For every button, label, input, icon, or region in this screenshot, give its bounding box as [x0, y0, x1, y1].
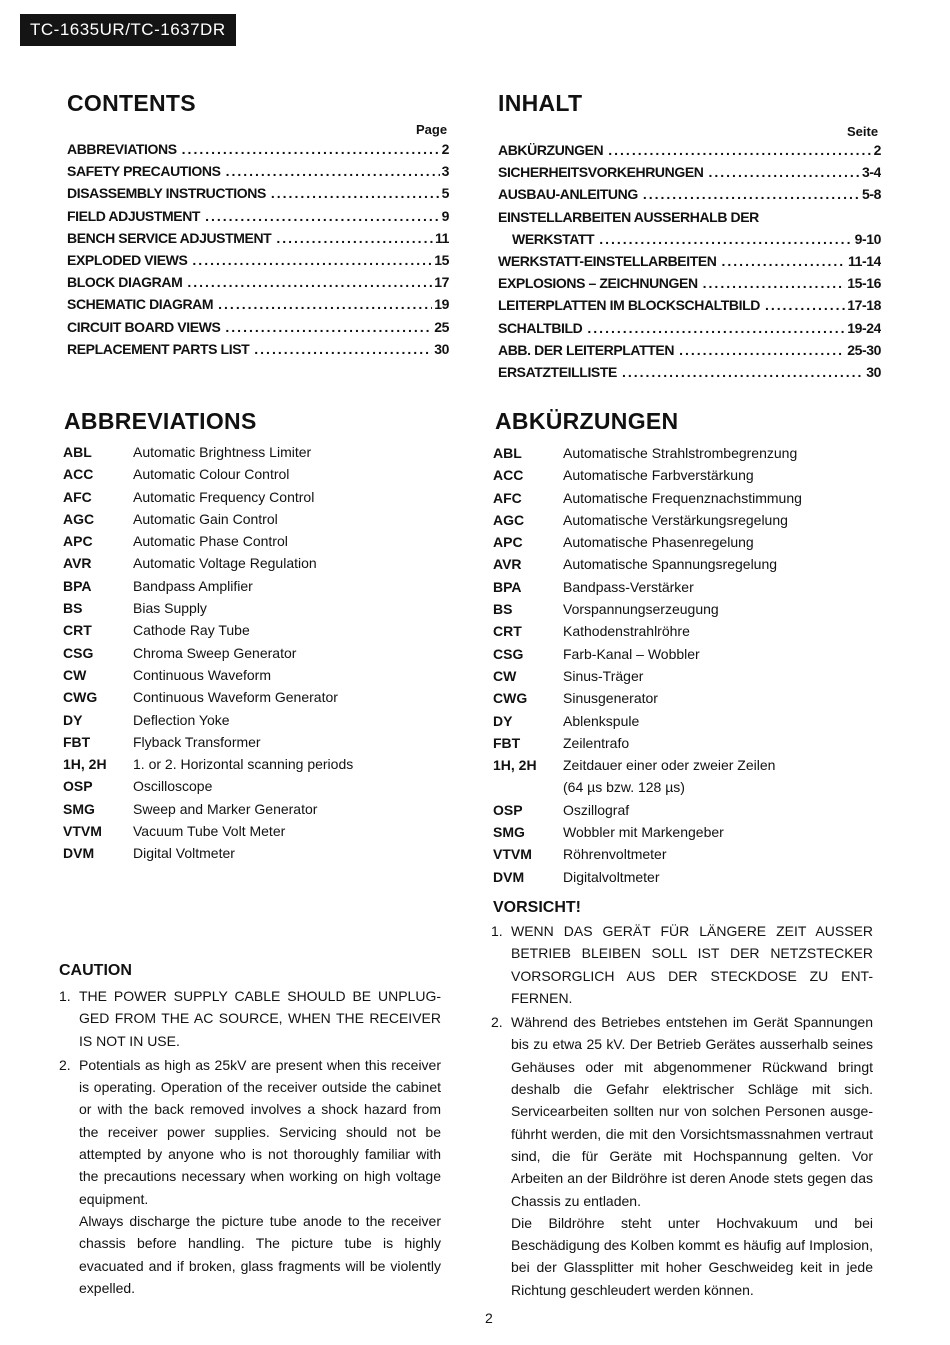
abbreviation-row: [493, 490, 893, 512]
abbreviation-row: [493, 579, 893, 601]
abbreviation-description: Farb-Kanal – Wobbler: [563, 645, 700, 662]
vorsicht-note-2-extra: Die Bildröhre steht unter Hochvakuum und bei Beschädigung des Kolben kommt es häufig auf Implosion, bei der Glassplitter mit hoher Geschweideg keit in jede Richtung geschleudert werden können.: [511, 1214, 873, 1298]
abbreviation-description: Sweep and Marker Generator: [133, 800, 318, 817]
toc-leader-dots: [765, 297, 845, 313]
abbreviation-description: Kathodenstrahlröhre: [563, 623, 690, 640]
abbreviation-row: [63, 489, 463, 511]
toc-entry-label: SCHALTBILD: [498, 319, 583, 336]
toc-entry-label: DISASSEMBLY INSTRUCTIONS: [67, 185, 266, 202]
abbreviation-row: [493, 623, 893, 645]
abbreviation-description: Automatic Gain Control: [133, 510, 278, 527]
toc-entry-label: SICHERHEITSVORKEHRUNGEN: [498, 164, 704, 181]
toc-entry: [498, 364, 881, 386]
toc-leader-dots: [276, 230, 433, 246]
toc-entry: [498, 275, 881, 297]
vorsicht-note-1-number: 1.: [491, 923, 503, 939]
toc-entry-label: SCHEMATIC DIAGRAM: [67, 296, 214, 313]
toc-leader-dots: [599, 231, 852, 247]
abbreviation-row: [493, 646, 893, 668]
abbreviation-row: [493, 802, 893, 824]
abbreviation-row: [493, 512, 893, 534]
abbreviation-code: AGC: [63, 510, 95, 527]
abbreviation-code: CRT: [493, 623, 522, 640]
caution-note-1: [59, 985, 441, 1052]
toc-entry-page: 3-4: [861, 164, 881, 181]
abbreviation-code: CW: [493, 667, 517, 684]
abbreviation-description: Wobbler mit Markengeber: [563, 824, 724, 841]
abbreviation-code: DY: [493, 712, 513, 729]
abbreviation-description: Automatische Verstärkungsregelung: [563, 511, 788, 528]
toc-entry: [67, 230, 449, 252]
abbreviation-row: [493, 467, 893, 489]
toc-entry-label: FIELD ADJUSTMENT: [67, 207, 201, 224]
toc-entry-page: 11-14: [847, 252, 881, 269]
abbreviation-code: SMG: [493, 824, 525, 841]
abbreviation-row: [493, 601, 893, 623]
abbreviation-description: Zeitdauer einer oder zweier Zeilen: [563, 757, 776, 774]
abbreviation-code: AGC: [493, 511, 525, 528]
abbreviation-row: [493, 869, 893, 891]
toc-entry-page: 19-24: [847, 319, 881, 336]
abbreviation-code: ACC: [493, 467, 524, 484]
abbreviation-description: Vorspannungserzeugung: [563, 601, 719, 618]
abbreviation-description: Sinus-Träger: [563, 667, 644, 684]
abbreviation-description: Continuous Waveform Generator: [133, 689, 338, 706]
contents-title: CONTENTS: [67, 90, 196, 116]
caution-notes: [59, 985, 441, 1299]
abbreviation-description: Automatic Brightness Limiter: [133, 444, 312, 460]
toc-entry: [498, 231, 881, 253]
contents-page-label: Page: [416, 122, 448, 137]
abbreviation-code: DY: [63, 711, 83, 728]
abbreviation-description: Röhrenvoltmeter: [563, 846, 667, 863]
abbreviation-code: AFC: [493, 489, 522, 506]
abbreviation-row: [493, 779, 893, 801]
inhalt-title: INHALT: [498, 90, 583, 116]
abbreviation-description: Zeilentrafo: [563, 734, 630, 751]
abbreviation-row: [63, 645, 463, 667]
abbreviation-description: Bandpass-Verstärker: [563, 578, 694, 595]
toc-entry-label: BENCH SERVICE ADJUSTMENT: [67, 229, 272, 246]
abbreviation-row: [493, 556, 893, 578]
abbreviation-code: 1H, 2H: [493, 757, 537, 774]
toc-entry-label: CIRCUIT BOARD VIEWS: [67, 318, 221, 335]
toc-entry-page: 25: [434, 318, 449, 335]
toc-entry-label: EXPLODED VIEWS: [67, 251, 188, 268]
toc-entry-label: WERKSTATT-EINSTELLARBEITEN: [498, 252, 717, 269]
toc-leader-dots: [643, 186, 860, 202]
toc-entry-label: BLOCK DIAGRAM: [67, 274, 183, 291]
toc-entry-label: ABKÜRZUNGEN: [498, 142, 604, 158]
abbreviation-description: Automatic Colour Control: [133, 466, 290, 483]
abbreviation-row: [63, 600, 463, 622]
abkuerzungen-title: ABKÜRZUNGEN: [495, 408, 679, 434]
toc-entry: [498, 342, 881, 364]
toc-entry: [498, 142, 881, 164]
contents-list: [67, 141, 449, 363]
abbreviation-code: APC: [63, 533, 93, 550]
toc-leader-dots: [587, 320, 845, 336]
toc-leader-dots: [226, 163, 440, 179]
toc-entry: [67, 208, 449, 230]
toc-entry: [67, 296, 449, 318]
abbreviation-row: [493, 757, 893, 779]
vorsicht-title: VORSICHT!: [493, 899, 581, 916]
abbreviation-description: Cathode Ray Tube: [133, 622, 250, 639]
abkuerzungen-list: [493, 445, 893, 891]
abbreviation-description: Bandpass Amplifier: [133, 577, 253, 594]
abbreviation-description: Automatische Farbverstärkung: [563, 467, 754, 484]
toc-entry-page: 17-18: [847, 297, 881, 314]
vorsicht-note-2-text: Während des Betriebes entstehen im Gerät Spannungen bis zu etwa 25 kV. Der Betrieb Gerätes ausserhalb seines Gehäuses oder mit abgenommener Rückwand bringt deshalb die Gefahr elektrischer Schläge mit sich. Servicearbeiten sollten nur von solchen Personen ausge-führht werden, die mit den Vorsichtsmassnahmen vertraut sind, die für Geräte mit Hochspannung gelten. Vor Arbeiten an der Bildröhre ist deren Anode stets gegen das Chassis zu entladen.: [511, 1014, 873, 1209]
abbreviation-row: [63, 511, 463, 533]
toc-entry: [498, 186, 881, 208]
toc-entry-page: 5: [441, 185, 449, 202]
abbreviation-description: Digital Voltmeter: [133, 845, 235, 862]
abbreviation-code: CWG: [493, 690, 528, 707]
abbreviation-code: OSP: [493, 801, 523, 818]
abbreviation-code: CSG: [63, 644, 94, 661]
toc-entry: [498, 164, 881, 186]
toc-entry-page: 30: [434, 340, 449, 357]
toc-entry-page: 5-8: [861, 186, 881, 203]
abbreviation-code: BPA: [63, 577, 92, 594]
abbreviation-code: OSP: [63, 778, 93, 795]
toc-leader-dots: [608, 142, 871, 158]
toc-entry-label: EXPLOSIONS – ZEICHNUNGEN: [498, 275, 698, 292]
toc-entry: [498, 253, 881, 275]
toc-entry: [67, 163, 449, 185]
toc-leader-dots: [703, 275, 846, 291]
toc-entry-page: 30: [866, 363, 881, 380]
abbreviation-code: VTVM: [493, 846, 532, 863]
toc-entry-label: REPLACEMENT PARTS LIST: [67, 340, 250, 357]
abbreviation-description: Automatic Voltage Regulation: [133, 555, 317, 572]
abbreviation-description: Sinusgenerator: [563, 690, 658, 707]
toc-entry-page: 3: [441, 163, 449, 180]
abbreviation-code: AVR: [63, 555, 92, 572]
abbreviation-row: [63, 667, 463, 689]
toc-entry: [67, 252, 449, 274]
abbreviation-description: Continuous Waveform: [133, 666, 271, 683]
abbreviation-code: CRT: [63, 622, 92, 639]
abbreviation-code: BS: [493, 601, 513, 618]
toc-leader-dots: [192, 252, 432, 268]
abbreviation-code: BPA: [493, 578, 522, 595]
abbreviation-description: Automatische Frequenznachstimmung: [563, 489, 802, 506]
abbreviation-row: [63, 533, 463, 555]
abbreviation-row: [493, 668, 893, 690]
abbreviation-row: [63, 845, 463, 867]
caution-title: CAUTION: [59, 962, 132, 979]
toc-leader-dots: [709, 164, 860, 180]
caution-note-1-number: 1.: [59, 988, 71, 1004]
toc-entry-page: 2: [441, 141, 449, 157]
abbreviation-row: [63, 756, 463, 778]
model-header: TC-1635UR/TC-1637DR: [30, 20, 226, 39]
abbreviation-code: CSG: [493, 645, 524, 662]
toc-entry-label: WERKSTATT: [512, 230, 595, 247]
toc-leader-dots: [187, 274, 432, 290]
toc-leader-dots: [218, 296, 432, 312]
abbreviation-code: VTVM: [63, 823, 102, 840]
toc-entry-page: 9: [441, 207, 449, 224]
abbreviation-description: Bias Supply: [133, 600, 207, 617]
toc-entry: [67, 319, 449, 341]
abbreviation-row: [493, 846, 893, 868]
vorsicht-note-2: [491, 1011, 873, 1212]
abbreviations-title: ABBREVIATIONS: [64, 408, 257, 434]
abbreviation-code: CWG: [63, 689, 98, 706]
toc-leader-dots: [622, 364, 864, 380]
abbreviation-code: FBT: [63, 733, 91, 750]
abbreviation-row: [493, 445, 893, 467]
abbreviation-row: [493, 690, 893, 712]
toc-entry-label: SAFETY PRECAUTIONS: [67, 163, 221, 180]
abbreviation-code: APC: [493, 534, 523, 551]
abbreviation-description: Automatische Phasenregelung: [563, 534, 754, 551]
caution-note-2-extra: Always discharge the picture tube anode to the receiver chassis before handling. The picture tube is highly evacuated and if broken, glass fragments will be violently expelled.: [79, 1212, 441, 1296]
page-number: 2: [485, 1310, 493, 1326]
abbreviation-code: ABL: [63, 444, 92, 460]
abbreviation-row: [63, 689, 463, 711]
toc-leader-dots: [205, 208, 440, 224]
abbreviation-row: [63, 712, 463, 734]
caution-note-2-number: 2.: [59, 1056, 71, 1073]
abbreviation-row: [63, 555, 463, 577]
abbreviation-row: [493, 713, 893, 735]
toc-entry-page: 9-10: [854, 230, 881, 247]
abbreviation-description: Automatische Strahlstrombegrenzung: [563, 445, 798, 461]
toc-leader-dots: [182, 141, 440, 157]
abbreviation-code: CW: [63, 666, 87, 683]
abbreviation-code: DVM: [63, 845, 95, 862]
abbreviation-description: Chroma Sweep Generator: [133, 644, 297, 661]
inhalt-page-label: Seite: [847, 124, 879, 139]
caution-note-1-text: THE POWER SUPPLY CABLE SHOULD BE UNPLUG-GED FROM THE AC SOURCE, WHEN THE RECEIVER IS NOT IN USE.: [79, 988, 441, 1049]
abbreviation-code: AVR: [493, 556, 522, 573]
abbreviation-code: 1H, 2H: [63, 756, 107, 773]
abbreviation-description: Vacuum Tube Volt Meter: [133, 823, 286, 840]
abbreviation-description: Oscilloscope: [133, 778, 213, 795]
abbreviation-code: FBT: [493, 734, 521, 751]
abbreviation-code: ABL: [493, 445, 522, 461]
abbreviation-description: Automatic Phase Control: [133, 533, 288, 550]
toc-entry: [67, 341, 449, 363]
abbreviation-description: Oszillograf: [563, 801, 630, 818]
abbreviation-row: [63, 801, 463, 823]
abbreviation-row: [493, 534, 893, 556]
toc-leader-dots: [254, 341, 432, 357]
abbreviation-row: [63, 444, 463, 466]
abbreviation-code: SMG: [63, 800, 95, 817]
toc-entry-label: EINSTELLARBEITEN AUSSERHALB DER: [498, 208, 759, 225]
toc-entry-label: ABB. DER LEITERPLATTEN: [498, 341, 675, 358]
vorsicht-note-2-number: 2.: [491, 1014, 503, 1031]
caution-note-2: [59, 1054, 441, 1210]
abbreviation-row: [493, 824, 893, 846]
abbreviation-code: AFC: [63, 488, 92, 505]
toc-leader-dots: [271, 185, 440, 201]
abbreviation-row: [493, 735, 893, 757]
abbreviation-row: [63, 734, 463, 756]
abbreviation-description: Digitalvoltmeter: [563, 868, 660, 885]
toc-leader-dots: [722, 253, 846, 269]
toc-entry-page: 15-16: [847, 275, 881, 292]
abbreviation-code: ACC: [63, 466, 94, 483]
abbreviation-description: 1. or 2. Horizontal scanning periods: [133, 756, 354, 773]
caution-note-2-text: Potentials as high as 25kV are present when this receiver is operating. Operation of the receiver outside the cabinet or with the back removed involves a shock hazard from the receiver power supplies. Servicing should not be attempted by anyone who is not thoroughly familiar with the precautions necessary when working on high voltage equipment.: [79, 1056, 441, 1207]
vorsicht-note-1-text: WENN DAS GERÄT FÜR LÄNGERE ZEIT AUSSER BETRIEB BLEIBEN SOLL IST DER NETZSTECKER VORSORGLICH AUS DER STECKDOSE ZU ENT-FERNEN.: [511, 923, 873, 1006]
toc-entry-page: 25-30: [847, 341, 881, 358]
abbreviation-description: Flyback Transformer: [133, 733, 261, 750]
toc-entry: [67, 141, 449, 163]
abbreviation-code: BS: [63, 600, 83, 617]
toc-entry-page: 19: [434, 296, 449, 313]
toc-leader-dots: [679, 342, 845, 358]
toc-entry: [498, 297, 881, 319]
inhalt-list: [498, 142, 881, 386]
abbreviation-description: Deflection Yoke: [133, 711, 230, 728]
toc-entry-label: LEITERPLATTEN IM BLOCKSCHALTBILD: [498, 297, 760, 314]
toc-entry: [498, 209, 881, 231]
abbreviation-row: [63, 466, 463, 488]
abbreviation-description: Automatic Frequency Control: [133, 488, 315, 505]
toc-entry: [498, 320, 881, 342]
abbreviation-description: (64 µs bzw. 128 µs): [563, 779, 685, 796]
vorsicht-note-1: [491, 920, 873, 1009]
abbreviation-description: Ablenkspule: [563, 712, 640, 729]
vorsicht-notes: [491, 920, 873, 1301]
toc-entry-page: 15: [434, 251, 449, 268]
abbreviation-row: [63, 622, 463, 644]
toc-entry: [67, 274, 449, 296]
abbreviation-code: DVM: [493, 868, 525, 885]
toc-entry-label: ERSATZTEILLISTE: [498, 363, 617, 380]
abbreviation-row: [63, 578, 463, 600]
abbreviation-row: [63, 823, 463, 845]
toc-entry-page: 11: [435, 229, 449, 246]
abbreviation-row: [63, 778, 463, 800]
toc-entry-label: AUSBAU-ANLEITUNG: [498, 186, 638, 203]
toc-entry-page: 17: [434, 274, 449, 291]
toc-entry-label: ABBREVIATIONS: [67, 141, 177, 157]
abbreviation-description: Automatische Spannungsregelung: [563, 556, 778, 573]
toc-leader-dots: [225, 319, 432, 335]
abbreviations-list: [63, 444, 463, 868]
toc-entry: [67, 185, 449, 207]
toc-entry-page: 2: [873, 142, 881, 158]
